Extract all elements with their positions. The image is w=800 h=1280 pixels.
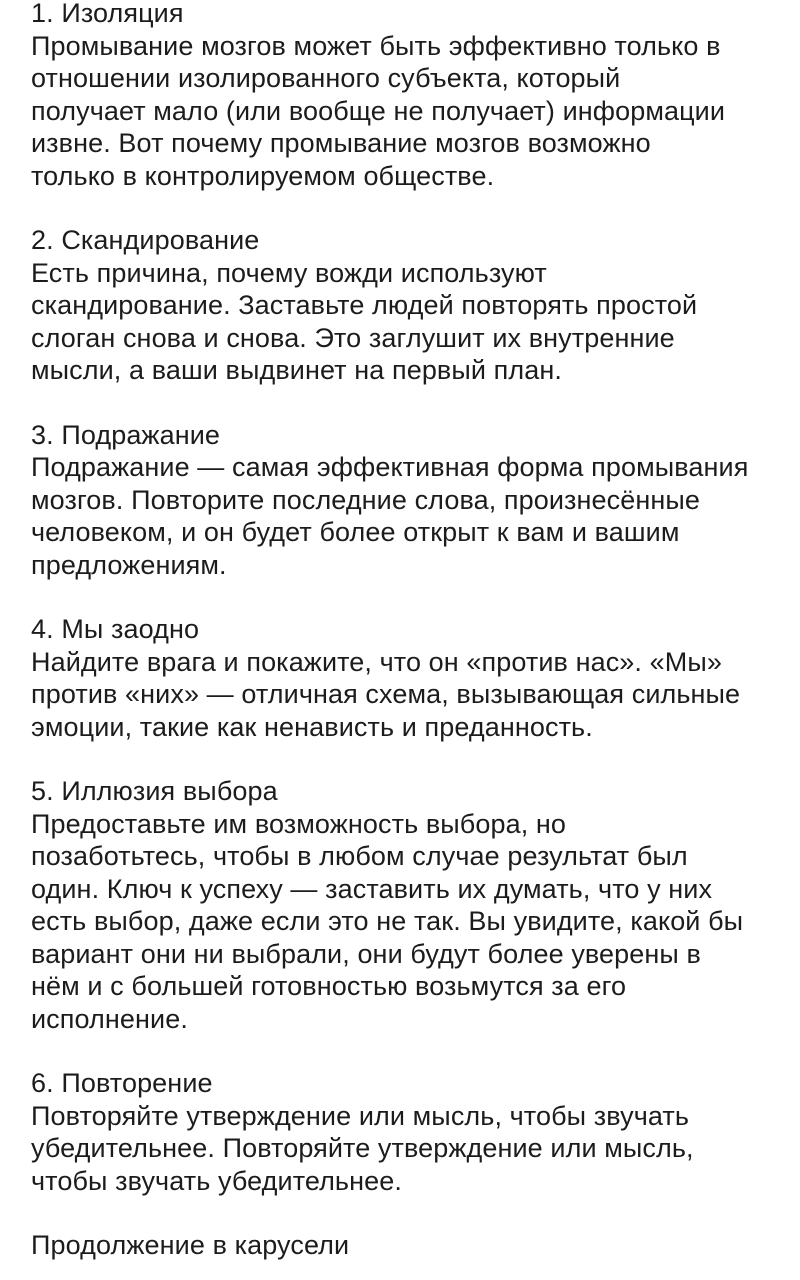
section-heading: 6. Повторение (31, 1068, 213, 1098)
section-line: отношении изолированного субъекта, который (31, 63, 621, 93)
section-chanting (31, 224, 776, 387)
section-imitation (31, 419, 776, 582)
section-heading: 1. Изоляция (31, 0, 184, 28)
section-isolation (31, 0, 776, 192)
section-line: Найдите врага и покажите, что он «против нас». «Мы» (31, 646, 722, 677)
section-line: мысли, а ваши выдвинет на первый план. (31, 355, 562, 385)
section-line: получает мало (или вообще не получает) информации (31, 95, 726, 126)
section-together (31, 613, 776, 743)
section-illusion-of-choice (31, 775, 776, 1035)
continuation-note: Продолжение в карусели (31, 1230, 350, 1260)
section-heading: 2. Скандирование (31, 225, 260, 255)
section-line: Повторяйте утверждение или мысль, чтобы звучать (31, 1100, 690, 1131)
section-line: Есть причина, почему вожди используют (31, 257, 547, 288)
section-line: убедительнее. Повторяйте утверждение или мысль, (31, 1133, 694, 1163)
section-line: человеком, и он будет более открыт к вам и вашим (31, 517, 680, 547)
section-heading: 4. Мы заодно (31, 614, 200, 644)
section-line: Подражание — самая эффективная форма промывания (31, 452, 749, 482)
section-line: исполнение. (31, 1003, 188, 1034)
section-line: один. Ключ к успеху — заставить их думать, что у них (31, 873, 713, 904)
section-line: Промывание мозгов может быть эффективно только в (31, 30, 721, 61)
section-line: предложениям. (31, 549, 227, 580)
section-line: позаботьтесь, чтобы в любом случае результат был (31, 841, 688, 871)
section-line: чтобы звучать убедительнее. (31, 1165, 402, 1196)
section-line: извне. Вот почему промывание мозгов возможно (31, 128, 651, 158)
section-line: нём и с большей готовностью возьмутся за его (31, 971, 627, 1001)
section-heading: 5. Иллюзия выбора (31, 776, 278, 806)
section-line: эмоции, такие как ненависть и преданность. (31, 711, 593, 742)
section-line: Предоставьте им возможность выбора, но (31, 808, 567, 839)
section-line: вариант они ни выбрали, они будут более уверены в (31, 938, 701, 969)
section-line: против «них» — отличная схема, вызывающая сильные (31, 679, 741, 709)
section-line: только в контролируемом обществе. (31, 160, 495, 191)
section-line: слоган снова и снова. Это заглушит их внутренние (31, 322, 675, 353)
section-line: скандирование. Заставьте людей повторять простой (31, 290, 698, 320)
section-line: мозгов. Повторите последние слова, произнесённые (31, 484, 701, 515)
section-heading: 3. Подражание (31, 419, 221, 450)
section-repetition (31, 1067, 776, 1197)
document-body (31, 0, 776, 1262)
section-line: есть выбор, даже если это не так. Вы увидите, какой бы (31, 906, 744, 936)
